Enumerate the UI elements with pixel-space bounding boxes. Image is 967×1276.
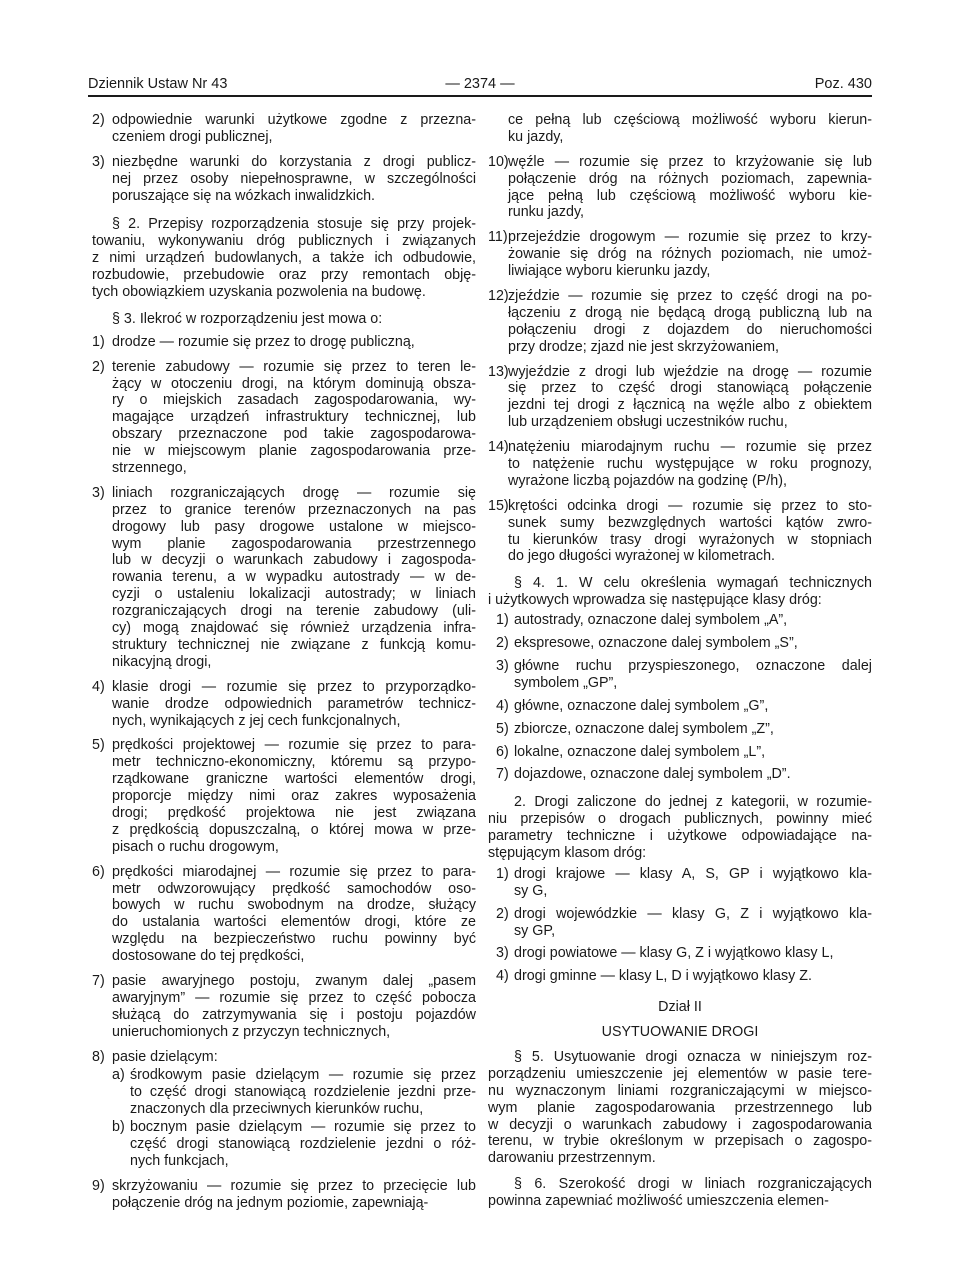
text-line: drogi krajowe — klasy A, S, GP i wyjątkowo kla- bbox=[514, 865, 872, 882]
text-line: to część drogi stanowiącą rozdzielenie jezdni prze- bbox=[130, 1084, 476, 1101]
text-line: przejeździe drogowym — rozumie się przez to krzy- bbox=[508, 229, 872, 246]
text-line: czeniem drogi publicznej, bbox=[112, 128, 273, 145]
spacer bbox=[488, 1016, 872, 1024]
text-line: wym planie zagospodarowania przestrzennego bbox=[112, 535, 476, 552]
text-line: się przez to część drogi stanowiącą połączenie bbox=[508, 380, 872, 397]
definition-item bbox=[488, 364, 872, 432]
text-line: stępującym klasom dróg: bbox=[488, 844, 647, 861]
road-class-item bbox=[488, 658, 872, 692]
text-line: runku jazdy, bbox=[508, 204, 585, 221]
text-line: wyrażone liczbą pojazdów na godzinę (P/h), bbox=[508, 472, 787, 489]
text-line: ry o miejskich zasadach zagospodarowania, wy- bbox=[112, 392, 476, 409]
road-class-item bbox=[488, 612, 872, 629]
text-line: krętości odcinka drogi — rozumie się przez to sto- bbox=[508, 497, 872, 514]
definition-item bbox=[92, 973, 476, 1041]
text-line: nej przez osoby niepełnosprawne, w szczególności bbox=[112, 170, 476, 187]
text-line: niu przepisów o drogach publicznych, powinny mieć bbox=[488, 811, 872, 828]
text-line: powinna zapewniać możliwość umieszczenia elemen- bbox=[488, 1193, 829, 1210]
text-line: z nimi urządzeń budowlanych, a także ich odbudowie, bbox=[92, 250, 476, 267]
text-line: cy) mogą znajdować się również urządzenia infra- bbox=[112, 620, 476, 637]
text-line: część drogi stanowiącą rozdzielenie jezdni o róż- bbox=[130, 1135, 476, 1152]
item-number: 7) bbox=[496, 766, 509, 783]
definition-item bbox=[92, 864, 476, 965]
item-number: 5) bbox=[92, 737, 105, 754]
text-line: natężeniu miarodajnym ruchu — rozumie się przez bbox=[508, 439, 872, 456]
text-line: żowanie się dróg na różnych poziomach, nie umoż- bbox=[508, 246, 872, 263]
text-line: 2. Drogi zaliczone do jednej z kategorii, w rozumie- bbox=[514, 794, 872, 811]
road-category-item bbox=[488, 945, 872, 962]
text-line: § 6. Szerokość drogi w liniach rozgraniczających bbox=[514, 1176, 872, 1193]
text-line: wyjeździe z drogi lub wjeździe na drogę — rozumie bbox=[508, 363, 872, 380]
text-line: rozbudowie, przebudowie oraz przy remontach obję- bbox=[92, 267, 476, 284]
text-line: drogi wojewódzkie — klasy G, Z i wyjątkowo kla- bbox=[514, 905, 872, 922]
definition-item bbox=[488, 439, 872, 490]
definition-item bbox=[92, 737, 476, 855]
text-line: tu kierunków trasy drogi wyrażonych w stopniach bbox=[508, 531, 872, 548]
page-header bbox=[88, 76, 872, 96]
paragraph-6 bbox=[488, 1176, 872, 1210]
road-category-item bbox=[488, 968, 872, 985]
text-line: to natężenie ruchu występujące w roku prognozy, bbox=[508, 456, 872, 473]
text-line: zjeździe — rozumie się przez to część drogi na po- bbox=[508, 288, 872, 305]
text-line: unieruchomionych z przyczyn technicznych, bbox=[112, 1023, 391, 1040]
text-line: ekspresowe, oznaczone dalej symbolem „S”, bbox=[514, 635, 798, 652]
text-line: symbolem „GP”, bbox=[514, 674, 618, 691]
road-class-item bbox=[488, 635, 872, 652]
text-line: jące pełną lub częściową możliwość wyboru kie- bbox=[508, 187, 872, 204]
text-line: jezdni tej drogi z łącznicą na węźle albo z obiektem bbox=[508, 397, 872, 414]
left-column bbox=[92, 112, 476, 1212]
text-line: ce pełną lub częściową możliwość wyboru kierun- bbox=[508, 112, 872, 128]
road-category-item bbox=[488, 906, 872, 940]
spacer bbox=[488, 356, 872, 364]
definition-item bbox=[92, 679, 476, 730]
text-line: § 4. 1. W celu określenia wymagań technicznych bbox=[514, 575, 872, 592]
item-number: 3) bbox=[496, 657, 509, 674]
paragraph-4-1 bbox=[488, 575, 872, 609]
spacer bbox=[488, 146, 872, 154]
text-line: liniach rozgraniczających drogę — rozumie się bbox=[112, 484, 476, 501]
spacer bbox=[488, 431, 872, 439]
spacer bbox=[92, 204, 476, 212]
text-line: bowych w ruchu swobodnym na drodze, służący bbox=[112, 897, 476, 914]
spacer bbox=[92, 1170, 476, 1178]
item-number: 1) bbox=[92, 333, 105, 350]
spacer bbox=[488, 1041, 872, 1049]
text-line: lub urządzeniem obsługi uczestników ruchu, bbox=[508, 414, 788, 431]
item-number: 11) bbox=[488, 229, 508, 246]
text-line: żący w otoczeniu drogi, na którym dominują obsza- bbox=[112, 375, 476, 392]
item-number: 15) bbox=[488, 497, 509, 514]
spacer bbox=[92, 351, 476, 359]
definition-item bbox=[92, 1049, 476, 1066]
header-rule bbox=[88, 95, 872, 97]
text-line: główne, oznaczone dalej symbolem „G”, bbox=[514, 697, 769, 714]
item-number: 7) bbox=[92, 972, 105, 989]
text-line: tych obowiązkiem uzyskania pozwolenia na budowę. bbox=[92, 284, 426, 301]
text-line: odpowiednie warunki użytkowe zgodne z przezna- bbox=[112, 112, 476, 128]
text-line: sy G, bbox=[514, 882, 548, 899]
text-line: środkowym pasie dzielącym — rozumie się przez bbox=[130, 1067, 476, 1084]
journal-title: Dziennik Ustaw Nr 43 bbox=[88, 76, 228, 92]
spacer bbox=[488, 1167, 872, 1176]
text-line: przy drodze; zjazd nie jest skrzyżowaniem, bbox=[508, 338, 779, 355]
text-line: § 2. Przepisy rozporządzenia stosuje się przy projek- bbox=[112, 216, 476, 233]
text-line: drogi gminne — klasy L, D i wyjątkowo klasy Z. bbox=[514, 968, 812, 985]
text-line: do ustalania wartości elementów drogi, które ze bbox=[112, 914, 476, 931]
spacer bbox=[488, 490, 872, 498]
item-number: 1) bbox=[496, 612, 509, 629]
text-line: z prędkością dopuszczalną, o której mowa w prze- bbox=[112, 821, 476, 838]
text-line: służącą do zatrzymywania się i postoju pojazdów bbox=[112, 1006, 476, 1023]
road-class-item bbox=[488, 744, 872, 761]
text-line: wanie drodze odpowiednich parametrów technicz- bbox=[112, 695, 476, 712]
text-line: skrzyżowaniu — rozumie się przez to przecięcie lub bbox=[112, 1177, 476, 1194]
item-number: 10) bbox=[488, 153, 509, 170]
item-number: 4) bbox=[92, 678, 105, 695]
text-line: terenu, w trybie określonym w przepisach o zagospo- bbox=[488, 1133, 872, 1150]
spacer bbox=[92, 477, 476, 485]
text-line: połączenie dróg na jednym poziomie, zapewniają- bbox=[112, 1194, 429, 1211]
text-line: § 5. Usytuowanie drogi oznacza w niniejszym roz- bbox=[514, 1048, 872, 1065]
text-line: główne ruchu przyspieszonego, oznaczone dalej bbox=[514, 657, 872, 674]
item-number: 2) bbox=[92, 358, 105, 375]
text-line: lub w decyzji o warunkach zabudowy i zagospoda- bbox=[112, 552, 476, 569]
text-line: znaczonych dla przeciwnych kierunków ruchu, bbox=[130, 1101, 424, 1118]
road-class-item bbox=[488, 721, 872, 738]
text-line: poruszające się na wózkach inwalidzkich. bbox=[112, 187, 376, 204]
item-number: 4) bbox=[496, 968, 509, 985]
text-line: drodze — rozumie się przez to drogę publiczną, bbox=[112, 333, 415, 350]
text-line: ku jazdy, bbox=[508, 128, 564, 145]
definition-item bbox=[488, 498, 872, 566]
text-line: proporcje między nimi oraz zakres wyposażenia bbox=[112, 788, 476, 805]
text-line: nych funkcjach, bbox=[130, 1152, 229, 1169]
text-line: pasie awaryjnego postoju, zwanym dalej „pasem bbox=[112, 972, 476, 989]
text-line: pisach o ruchu drogowym, bbox=[112, 838, 279, 855]
item-number: 14) bbox=[488, 439, 509, 456]
spacer bbox=[92, 1041, 476, 1049]
text-line: bocznym pasie dzielącym — rozumie się przez to bbox=[130, 1119, 476, 1136]
text-line: drogi powiatowe — klasy G, Z i wyjątkowo klasy L, bbox=[514, 945, 834, 962]
page-number: — 2374 — bbox=[445, 76, 515, 92]
item-number: 9) bbox=[92, 1177, 105, 1194]
paragraph-5 bbox=[488, 1049, 872, 1167]
item-number: a) bbox=[112, 1067, 125, 1084]
division-title: USYTUOWANIE DROGI bbox=[601, 1024, 759, 1041]
text-line: awaryjnym” — rozumie się przez to część pobocza bbox=[112, 989, 476, 1006]
text-line: rządkowane graniczne wartości elementów drogi, bbox=[112, 771, 476, 788]
spacer bbox=[92, 671, 476, 679]
definition-item bbox=[92, 359, 476, 477]
item-number: 4) bbox=[496, 697, 509, 714]
text-line: względu na bezpieczeństwo ruchu powinny być bbox=[112, 931, 476, 948]
road-class-item bbox=[488, 766, 872, 783]
text-line: klasie drogi — rozumie się przez to przyporządko- bbox=[112, 678, 476, 695]
item-number: 8) bbox=[92, 1048, 105, 1065]
definition-item bbox=[488, 288, 872, 356]
text-line: autostrady, oznaczone dalej symbolem „A”, bbox=[514, 612, 788, 629]
text-line: cyzji o ustaleniu lokalizacji autostrady; w liniach bbox=[112, 586, 476, 603]
text-line: przez to granice terenów przeznaczonych na pas bbox=[112, 501, 476, 518]
text-line: połączenie dróg na różnych poziomach, zapewnia- bbox=[508, 170, 872, 187]
list-item bbox=[92, 112, 476, 146]
text-line: porządzeniu umieszczenie jej elementów w pasie tere- bbox=[488, 1065, 872, 1082]
text-line: zbiorcze, oznaczone dalej symbolem „Z”, bbox=[514, 720, 774, 737]
spacer bbox=[92, 729, 476, 737]
text-line: dostosowane do tej prędkości, bbox=[112, 948, 305, 965]
text-line: i użytkowych wprowadza się następujące klasy dróg: bbox=[488, 592, 822, 609]
text-line: liwiające wyboru kierunku jazdy, bbox=[508, 263, 711, 280]
text-line: nikacyjną drogi, bbox=[112, 653, 212, 670]
definition-sub-item bbox=[92, 1067, 476, 1118]
text-line: parametry techniczne i użytkowe odpowiadające na- bbox=[488, 828, 872, 845]
text-line: lokalne, oznaczone dalej symbolem „L”, bbox=[514, 743, 766, 760]
text-line: dojazdowe, oznaczone dalej symbolem „D”. bbox=[514, 766, 791, 783]
text-line: metr techniczno-ekonomiczny, któremu są przypo- bbox=[112, 754, 476, 771]
spacer bbox=[92, 146, 476, 154]
text-line: struktury technicznej nie związane z funkcją komu- bbox=[112, 636, 476, 653]
list-item bbox=[92, 154, 476, 205]
road-class-item bbox=[488, 698, 872, 715]
text-line: węźle — rozumie się przez to krzyżowanie się lub bbox=[508, 153, 872, 170]
paragraph-3-intro: § 3. Ilekroć w rozporządzeniu jest mowa o: bbox=[112, 310, 383, 327]
text-line: prędkości miarodajnej — rozumie się przez to para- bbox=[112, 863, 476, 880]
spacer bbox=[488, 991, 872, 999]
text-line: magające urządzeń infrastruktury technicznej, lub bbox=[112, 409, 476, 426]
item-number: 6) bbox=[496, 743, 509, 760]
item-number: 5) bbox=[496, 720, 509, 737]
spacer bbox=[488, 221, 872, 229]
text-line: rozgraniczających drogi na terenie zabudowy (uli- bbox=[112, 603, 476, 620]
text-line: sy GP, bbox=[514, 922, 556, 939]
text-line: rowania terenu, a w wypadku autostrady — w de- bbox=[112, 569, 476, 586]
definition-item bbox=[488, 229, 872, 280]
road-category-item bbox=[488, 866, 872, 900]
paragraph-4-2 bbox=[488, 794, 872, 862]
item-number: 2) bbox=[496, 635, 509, 652]
item-number: 2) bbox=[92, 112, 105, 128]
text-line: prędkości projektowej — rozumie się przez to para- bbox=[112, 737, 476, 754]
text-line: terenie zabudowy — rozumie się przez to teren le- bbox=[112, 358, 476, 375]
definition-item bbox=[92, 1178, 476, 1212]
item-number: 2) bbox=[496, 905, 509, 922]
division-label: Dział II bbox=[658, 999, 702, 1016]
spacer bbox=[488, 565, 872, 573]
item-number: 3) bbox=[92, 153, 105, 170]
text-line: nych, wynikających z jej cech funkcjonalnych, bbox=[112, 712, 401, 729]
item-number: 12) bbox=[488, 288, 509, 305]
paragraph-2 bbox=[92, 216, 476, 300]
definition-item bbox=[92, 485, 476, 671]
text-line: obszary przeznaczone pod takie zagospodarowa- bbox=[112, 426, 476, 443]
item-number: 3) bbox=[92, 484, 105, 501]
position-number: Poz. 430 bbox=[814, 76, 872, 92]
text-line: darowaniu przestrzennym. bbox=[488, 1150, 656, 1167]
text-line: towaniu, wykonywaniu dróg publicznych i związanych bbox=[92, 233, 476, 250]
text-line: łączeniu z drogą nie będącą drogą publiczną lub na bbox=[508, 304, 872, 321]
spacer bbox=[488, 280, 872, 288]
text-line: wym planie zagospodarowania przestrzennego lub bbox=[488, 1099, 872, 1116]
right-column bbox=[488, 112, 872, 1210]
spacer bbox=[92, 301, 476, 311]
item-number: 3) bbox=[496, 945, 509, 962]
text-line: niezbędne warunki do korzystania z drogi publicz- bbox=[112, 153, 476, 170]
definition-item bbox=[488, 154, 872, 222]
spacer bbox=[92, 856, 476, 864]
text-line: sunek sumy bezwzględnych wartości kątów zwro- bbox=[508, 514, 872, 531]
text-line: strzennego, bbox=[112, 460, 187, 477]
item-number: 13) bbox=[488, 363, 509, 380]
text-line: drogi; prędkość projektowa nie jest związana bbox=[112, 804, 476, 821]
text-line: drogowy lub pasy drogowe ustalone w miejsco- bbox=[112, 518, 476, 535]
definition-sub-item bbox=[92, 1119, 476, 1170]
item-number: 6) bbox=[92, 863, 105, 880]
text-line: w decyzji o warunkach zabudowy i zagospodarowania bbox=[488, 1116, 872, 1133]
text-line: nie w miejscowym planie zagospodarowania prze- bbox=[112, 443, 476, 460]
text-line: metr odwzorowujący prędkość samochodów oso- bbox=[112, 880, 476, 897]
text-line: pasie dzielącym: bbox=[112, 1048, 218, 1065]
text-line: do jego długości wyrażonej w kilometrach. bbox=[508, 548, 776, 565]
text-line: nu wyznaczonym liniami rozgraniczającymi w miejsco- bbox=[488, 1082, 872, 1099]
definition-item bbox=[92, 334, 476, 351]
item-number: b) bbox=[112, 1119, 125, 1136]
spacer bbox=[92, 965, 476, 973]
item-number: 1) bbox=[496, 865, 509, 882]
text-line: połączeniu drogi z dojazdem do nieruchomości bbox=[508, 321, 872, 338]
